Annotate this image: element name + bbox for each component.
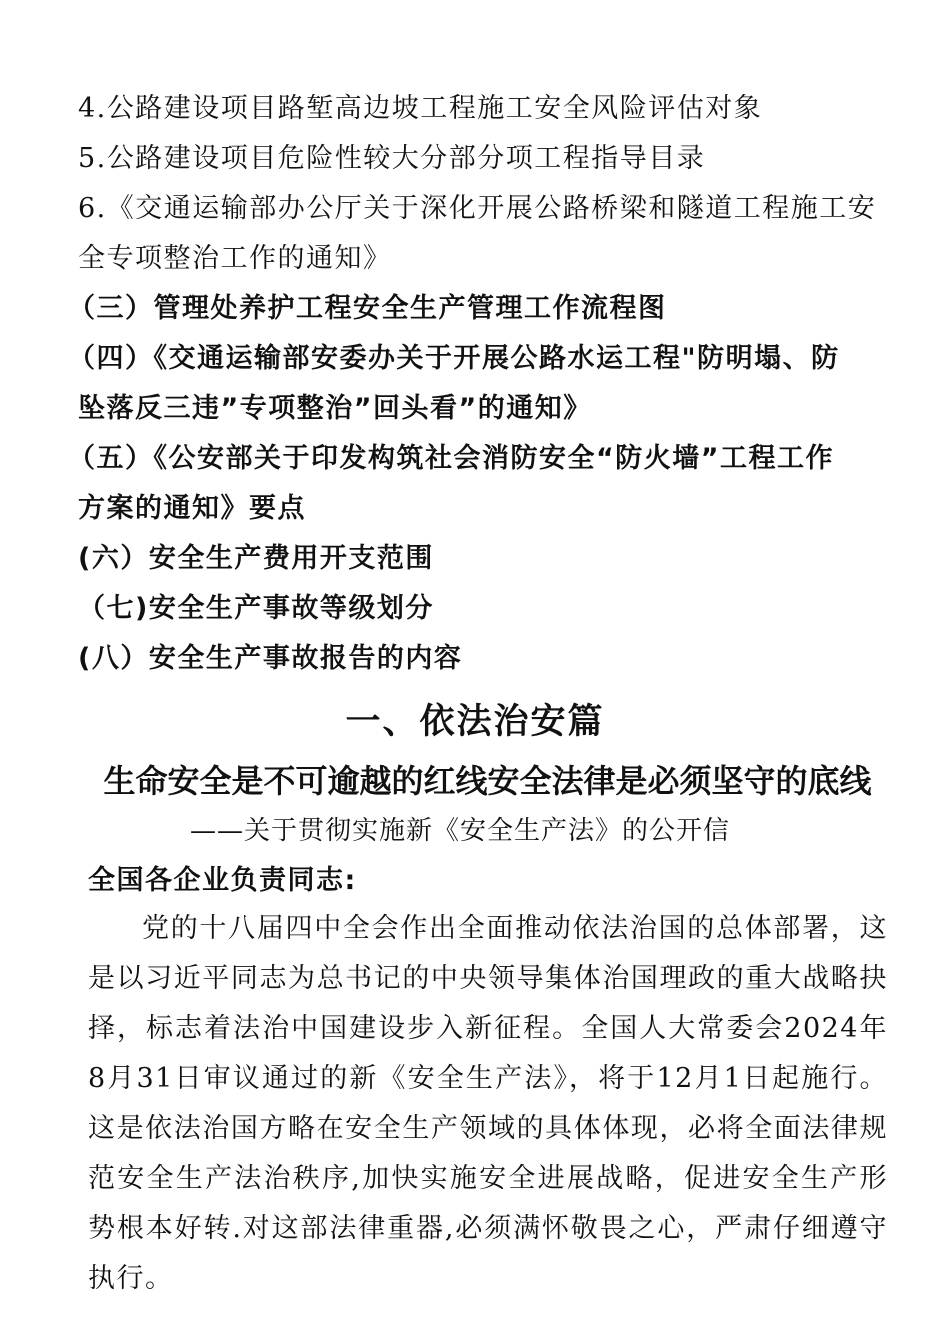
body-paragraph: 党的十八届四中全会作出全面推动依法治国的总体部署，这是以习近平同志为总书记的中央领导集体治国理政的重大战略抉择，标志着法治中国建设步入新征程。全国人大常委会2024年8月31日审议通过的新《安全生产法》，将于12月1日起施行。这是依法治国方略在安全生产领域的具体体现，必将全面法律规范安全生产法治秩序,加快实施安全进展战略，促进安全生产形势根本好转.对这部法律重器,必须满怀敬畏之心，严肃仔细遵守执行。 <box>88 913 888 1294</box>
section-7: （七)安全生产事故等级划分 <box>78 593 434 624</box>
section-6: (六）安全生产费用开支范围 <box>78 543 434 574</box>
chapter-title: 一、依法治安篇 <box>345 702 605 742</box>
section-5-continued: 方案的通知》要点 <box>78 493 306 524</box>
section-5: （五）《公安部关于印发构筑社会消防安全“防火墙”工程工作 <box>68 443 834 474</box>
list-item-4: 4.公路建设项目路堑高边坡工程施工安全风险评估对象 <box>78 93 763 124</box>
salutation: 全国各企业负责同志: <box>88 865 357 896</box>
section-4-continued: 坠落反三违”专项整治”回头看”的通知》 <box>78 393 592 424</box>
section-4: （四）《交通运输部安委办关于开展公路水运工程"防明塌、防 <box>68 343 840 374</box>
section-3: （三）管理处养护工程安全生产管理工作流程图 <box>68 293 667 324</box>
article-title: 生命安全是不可逾越的红线安全法律是必须坚守的底线 <box>103 762 872 800</box>
list-item-5: 5.公路建设项目危险性较大分部分项工程指导目录 <box>78 143 706 174</box>
list-item-6: 6.《交通运输部办公厅关于深化开展公路桥梁和隧道工程施工安 <box>78 193 877 224</box>
section-8: (八）安全生产事故报告的内容 <box>78 643 463 674</box>
list-item-6-continued: 全专项整治工作的通知》 <box>78 243 392 274</box>
body-paragraph-container <box>88 904 888 1304</box>
article-subtitle: ——关于贯彻实施新《安全生产法》的公开信 <box>189 816 730 846</box>
